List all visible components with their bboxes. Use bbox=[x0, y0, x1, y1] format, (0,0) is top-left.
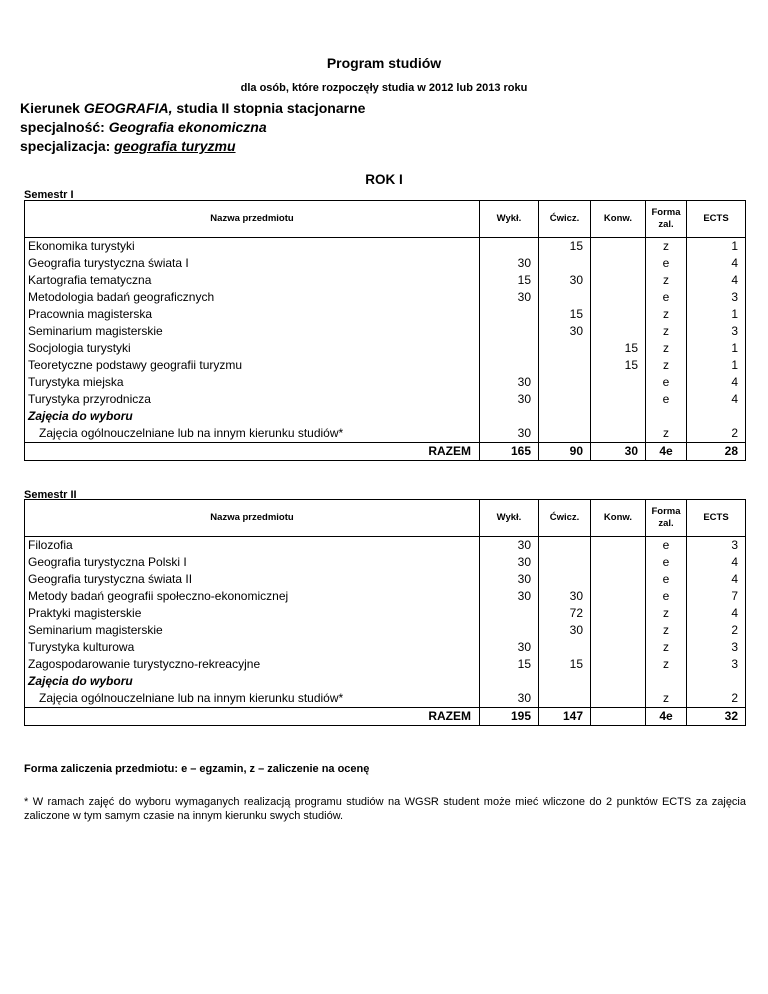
cwicz-hours bbox=[539, 357, 591, 374]
konw-hours: 15 bbox=[591, 340, 646, 357]
forma-zaliczenia: e bbox=[646, 255, 687, 272]
wykl-hours: 30 bbox=[480, 588, 539, 605]
column-header-wykl: Wykł. bbox=[480, 500, 539, 537]
ects-points: 4 bbox=[687, 554, 746, 571]
konw-hours bbox=[591, 588, 646, 605]
footnote: * W ramach zajęć do wyboru wymaganych realizacją programu studiów na WGSR student może mieć wliczone do 2 punktów ECTS za zajęcia zaliczone w tym samym czasie na innym kierunku swych studiów. bbox=[24, 796, 746, 822]
total-wykl: 195 bbox=[480, 708, 539, 726]
column-header-ects: ECTS bbox=[687, 201, 746, 238]
total-ects: 32 bbox=[687, 708, 746, 726]
wykl-hours: 30 bbox=[480, 374, 539, 391]
total-row bbox=[25, 708, 746, 726]
subject-name: Geografia turystyczna Polski I bbox=[25, 554, 480, 571]
ects-points: 3 bbox=[687, 639, 746, 656]
page-title: Program studiów bbox=[326, 55, 442, 71]
column-header-forma-line2: zal. bbox=[658, 219, 674, 230]
wykl-hours: 30 bbox=[480, 391, 539, 408]
ects-points: 3 bbox=[687, 537, 746, 555]
forma-zaliczenia: z bbox=[646, 639, 687, 656]
column-header-name: Nazwa przedmiotu bbox=[25, 201, 480, 238]
wykl-hours bbox=[480, 306, 539, 323]
wykl-hours: 30 bbox=[480, 639, 539, 656]
cwicz-hours bbox=[539, 554, 591, 571]
ects-points: 4 bbox=[687, 605, 746, 622]
table-row bbox=[25, 639, 746, 656]
cwicz-hours bbox=[539, 425, 591, 443]
year-heading: ROK I bbox=[365, 172, 403, 187]
table-row bbox=[25, 656, 746, 673]
column-header-konw: Konw. bbox=[591, 500, 646, 537]
wykl-hours bbox=[480, 238, 539, 256]
wykl-hours: 30 bbox=[480, 289, 539, 306]
forma-zaliczenia: e bbox=[646, 537, 687, 555]
total-cwicz: 147 bbox=[539, 708, 591, 726]
konw-hours bbox=[591, 639, 646, 656]
total-forma: 4e bbox=[646, 708, 687, 726]
total-konw bbox=[591, 708, 646, 726]
subject-name: Pracownia magisterska bbox=[25, 306, 480, 323]
forma-zaliczenia: z bbox=[646, 272, 687, 289]
wykl-hours bbox=[480, 357, 539, 374]
table-row bbox=[25, 238, 746, 256]
cwicz-hours bbox=[539, 537, 591, 555]
ects-points: 3 bbox=[687, 656, 746, 673]
table-row bbox=[25, 690, 746, 708]
konw-hours: 15 bbox=[591, 357, 646, 374]
ects-points: 1 bbox=[687, 357, 746, 374]
table-row bbox=[25, 272, 746, 289]
konw-hours bbox=[591, 374, 646, 391]
konw-hours bbox=[591, 306, 646, 323]
semester-2-table bbox=[24, 499, 746, 726]
forma-zaliczenia: z bbox=[646, 340, 687, 357]
konw-hours bbox=[591, 537, 646, 555]
forma-zaliczenia: z bbox=[646, 323, 687, 340]
forma-zaliczenia: e bbox=[646, 554, 687, 571]
cwicz-hours: 30 bbox=[539, 323, 591, 340]
table-row bbox=[25, 622, 746, 639]
table-row bbox=[25, 571, 746, 588]
wykl-hours bbox=[480, 323, 539, 340]
wykl-hours: 30 bbox=[480, 690, 539, 708]
specjalizacja-label: specjalizacja: bbox=[20, 138, 115, 154]
column-header-forma-line1: Forma bbox=[651, 207, 681, 218]
semester-1-table bbox=[24, 200, 746, 461]
subject-name: Metodologia badań geograficznych bbox=[25, 289, 480, 306]
subject-name: Seminarium magisterskie bbox=[25, 622, 480, 639]
konw-hours bbox=[591, 656, 646, 673]
forma-zaliczenia: z bbox=[646, 357, 687, 374]
table-row bbox=[25, 357, 746, 374]
specjalnosc-value: Geografia ekonomiczna bbox=[108, 119, 267, 135]
table-row bbox=[25, 374, 746, 391]
forma-zaliczenia: z bbox=[646, 622, 687, 639]
wykl-hours bbox=[480, 622, 539, 639]
cwicz-hours bbox=[539, 571, 591, 588]
subject-name: Metody badań geografii społeczno-ekonomicznej bbox=[25, 588, 480, 605]
cwicz-hours bbox=[539, 255, 591, 272]
cwicz-hours bbox=[539, 639, 591, 656]
table-row bbox=[25, 408, 746, 425]
table-row bbox=[25, 605, 746, 622]
subject-name: Zajęcia ogólnouczelniane lub na innym kierunku studiów* bbox=[25, 425, 480, 443]
semester-2-title: Semestr II bbox=[24, 489, 77, 501]
wykl-hours: 30 bbox=[480, 425, 539, 443]
cwicz-hours: 30 bbox=[539, 272, 591, 289]
table-row bbox=[25, 554, 746, 571]
table-header-row bbox=[25, 500, 746, 537]
kierunek-line bbox=[20, 100, 365, 116]
cwicz-hours: 15 bbox=[539, 656, 591, 673]
total-cwicz: 90 bbox=[539, 443, 591, 461]
column-header-ects: ECTS bbox=[687, 500, 746, 537]
table-row bbox=[25, 391, 746, 408]
wykl-hours: 30 bbox=[480, 255, 539, 272]
column-header-wykl: Wykł. bbox=[480, 201, 539, 238]
ects-points: 1 bbox=[687, 340, 746, 357]
wykl-hours: 30 bbox=[480, 571, 539, 588]
column-header-konw: Konw. bbox=[591, 201, 646, 238]
ects-points: 4 bbox=[687, 374, 746, 391]
subject-name: Zajęcia do wyboru bbox=[25, 673, 480, 690]
cwicz-hours bbox=[539, 289, 591, 306]
wykl-hours bbox=[480, 340, 539, 357]
ects-points: 4 bbox=[687, 272, 746, 289]
subject-name: Turystyka kulturowa bbox=[25, 639, 480, 656]
table-row bbox=[25, 425, 746, 443]
ects-points: 4 bbox=[687, 255, 746, 272]
table-row bbox=[25, 323, 746, 340]
subject-name: Teoretyczne podstawy geografii turyzmu bbox=[25, 357, 480, 374]
ects-points bbox=[687, 673, 746, 690]
wykl-hours: 30 bbox=[480, 554, 539, 571]
forma-zaliczenia: e bbox=[646, 571, 687, 588]
wykl-hours: 15 bbox=[480, 656, 539, 673]
konw-hours bbox=[591, 690, 646, 708]
specjalizacja-value: geografia turyzmu bbox=[114, 138, 236, 154]
semester-1-title: Semestr I bbox=[24, 189, 74, 201]
wykl-hours: 30 bbox=[480, 537, 539, 555]
forma-zaliczenia: z bbox=[646, 306, 687, 323]
wykl-hours bbox=[480, 408, 539, 425]
total-forma: 4e bbox=[646, 443, 687, 461]
kierunek-prefix: Kierunek bbox=[20, 100, 84, 116]
ects-points bbox=[687, 408, 746, 425]
cwicz-hours: 72 bbox=[539, 605, 591, 622]
forma-zaliczenia: z bbox=[646, 238, 687, 256]
table-header-row bbox=[25, 201, 746, 238]
column-header-forma bbox=[646, 201, 687, 238]
konw-hours bbox=[591, 554, 646, 571]
column-header-cwicz: Ćwicz. bbox=[539, 500, 591, 537]
total-label: RAZEM bbox=[25, 443, 480, 461]
kierunek-name: GEOGRAFIA, bbox=[83, 100, 173, 116]
subject-name: Socjologia turystyki bbox=[25, 340, 480, 357]
table-row bbox=[25, 306, 746, 323]
cwicz-hours: 30 bbox=[539, 588, 591, 605]
subject-name: Geografia turystyczna świata II bbox=[25, 571, 480, 588]
subject-name: Filozofia bbox=[25, 537, 480, 555]
forma-zaliczenia: z bbox=[646, 605, 687, 622]
konw-hours bbox=[591, 255, 646, 272]
total-row bbox=[25, 443, 746, 461]
subject-name: Zagospodarowanie turystyczno-rekreacyjne bbox=[25, 656, 480, 673]
subject-name: Turystyka przyrodnicza bbox=[25, 391, 480, 408]
konw-hours bbox=[591, 289, 646, 306]
table-row bbox=[25, 289, 746, 306]
forma-zaliczenia: e bbox=[646, 391, 687, 408]
konw-hours bbox=[591, 238, 646, 256]
total-wykl: 165 bbox=[480, 443, 539, 461]
cwicz-hours: 30 bbox=[539, 622, 591, 639]
konw-hours bbox=[591, 425, 646, 443]
specjalnosc-line bbox=[20, 119, 267, 135]
table-row bbox=[25, 588, 746, 605]
konw-hours bbox=[591, 272, 646, 289]
forma-zaliczenia bbox=[646, 673, 687, 690]
cwicz-hours bbox=[539, 374, 591, 391]
subject-name: Turystyka miejska bbox=[25, 374, 480, 391]
ects-points: 1 bbox=[687, 238, 746, 256]
cwicz-hours bbox=[539, 690, 591, 708]
cwicz-hours: 15 bbox=[539, 306, 591, 323]
subject-name: Seminarium magisterskie bbox=[25, 323, 480, 340]
grading-legend: Forma zaliczenia przedmiotu: e – egzamin, z – zaliczenie na ocenę bbox=[24, 763, 370, 775]
column-header-forma bbox=[646, 500, 687, 537]
page-subtitle: dla osób, które rozpoczęły studia w 2012 lub 2013 roku bbox=[240, 82, 528, 94]
konw-hours bbox=[591, 391, 646, 408]
total-label: RAZEM bbox=[25, 708, 480, 726]
table-row bbox=[25, 340, 746, 357]
total-ects: 28 bbox=[687, 443, 746, 461]
konw-hours bbox=[591, 571, 646, 588]
forma-zaliczenia: z bbox=[646, 425, 687, 443]
konw-hours bbox=[591, 605, 646, 622]
ects-points: 1 bbox=[687, 306, 746, 323]
specjalizacja-line bbox=[20, 138, 236, 154]
subject-name: Ekonomika turystyki bbox=[25, 238, 480, 256]
cwicz-hours bbox=[539, 408, 591, 425]
column-header-name: Nazwa przedmiotu bbox=[25, 500, 480, 537]
konw-hours bbox=[591, 622, 646, 639]
ects-points: 2 bbox=[687, 425, 746, 443]
forma-zaliczenia: z bbox=[646, 656, 687, 673]
cwicz-hours bbox=[539, 340, 591, 357]
forma-zaliczenia bbox=[646, 408, 687, 425]
wykl-hours bbox=[480, 673, 539, 690]
column-header-forma-line2: zal. bbox=[658, 518, 674, 529]
ects-points: 4 bbox=[687, 391, 746, 408]
forma-zaliczenia: e bbox=[646, 374, 687, 391]
table-row bbox=[25, 255, 746, 272]
wykl-hours: 15 bbox=[480, 272, 539, 289]
cwicz-hours bbox=[539, 391, 591, 408]
konw-hours bbox=[591, 323, 646, 340]
table-row bbox=[25, 537, 746, 555]
table-row bbox=[25, 673, 746, 690]
kierunek-suffix: studia II stopnia stacjonarne bbox=[172, 100, 366, 116]
cwicz-hours bbox=[539, 673, 591, 690]
column-header-cwicz: Ćwicz. bbox=[539, 201, 591, 238]
ects-points: 4 bbox=[687, 571, 746, 588]
ects-points: 3 bbox=[687, 323, 746, 340]
forma-zaliczenia: e bbox=[646, 588, 687, 605]
konw-hours bbox=[591, 673, 646, 690]
wykl-hours bbox=[480, 605, 539, 622]
ects-points: 3 bbox=[687, 289, 746, 306]
specjalnosc-label: specjalność: bbox=[20, 119, 109, 135]
subject-name: Kartografia tematyczna bbox=[25, 272, 480, 289]
subject-name: Praktyki magisterskie bbox=[25, 605, 480, 622]
subject-name: Zajęcia do wyboru bbox=[25, 408, 480, 425]
konw-hours bbox=[591, 408, 646, 425]
total-konw: 30 bbox=[591, 443, 646, 461]
subject-name: Zajęcia ogólnouczelniane lub na innym kierunku studiów* bbox=[25, 690, 480, 708]
ects-points: 2 bbox=[687, 622, 746, 639]
ects-points: 7 bbox=[687, 588, 746, 605]
cwicz-hours: 15 bbox=[539, 238, 591, 256]
forma-zaliczenia: z bbox=[646, 690, 687, 708]
column-header-forma-line1: Forma bbox=[651, 506, 681, 517]
forma-zaliczenia: e bbox=[646, 289, 687, 306]
subject-name: Geografia turystyczna świata I bbox=[25, 255, 480, 272]
ects-points: 2 bbox=[687, 690, 746, 708]
